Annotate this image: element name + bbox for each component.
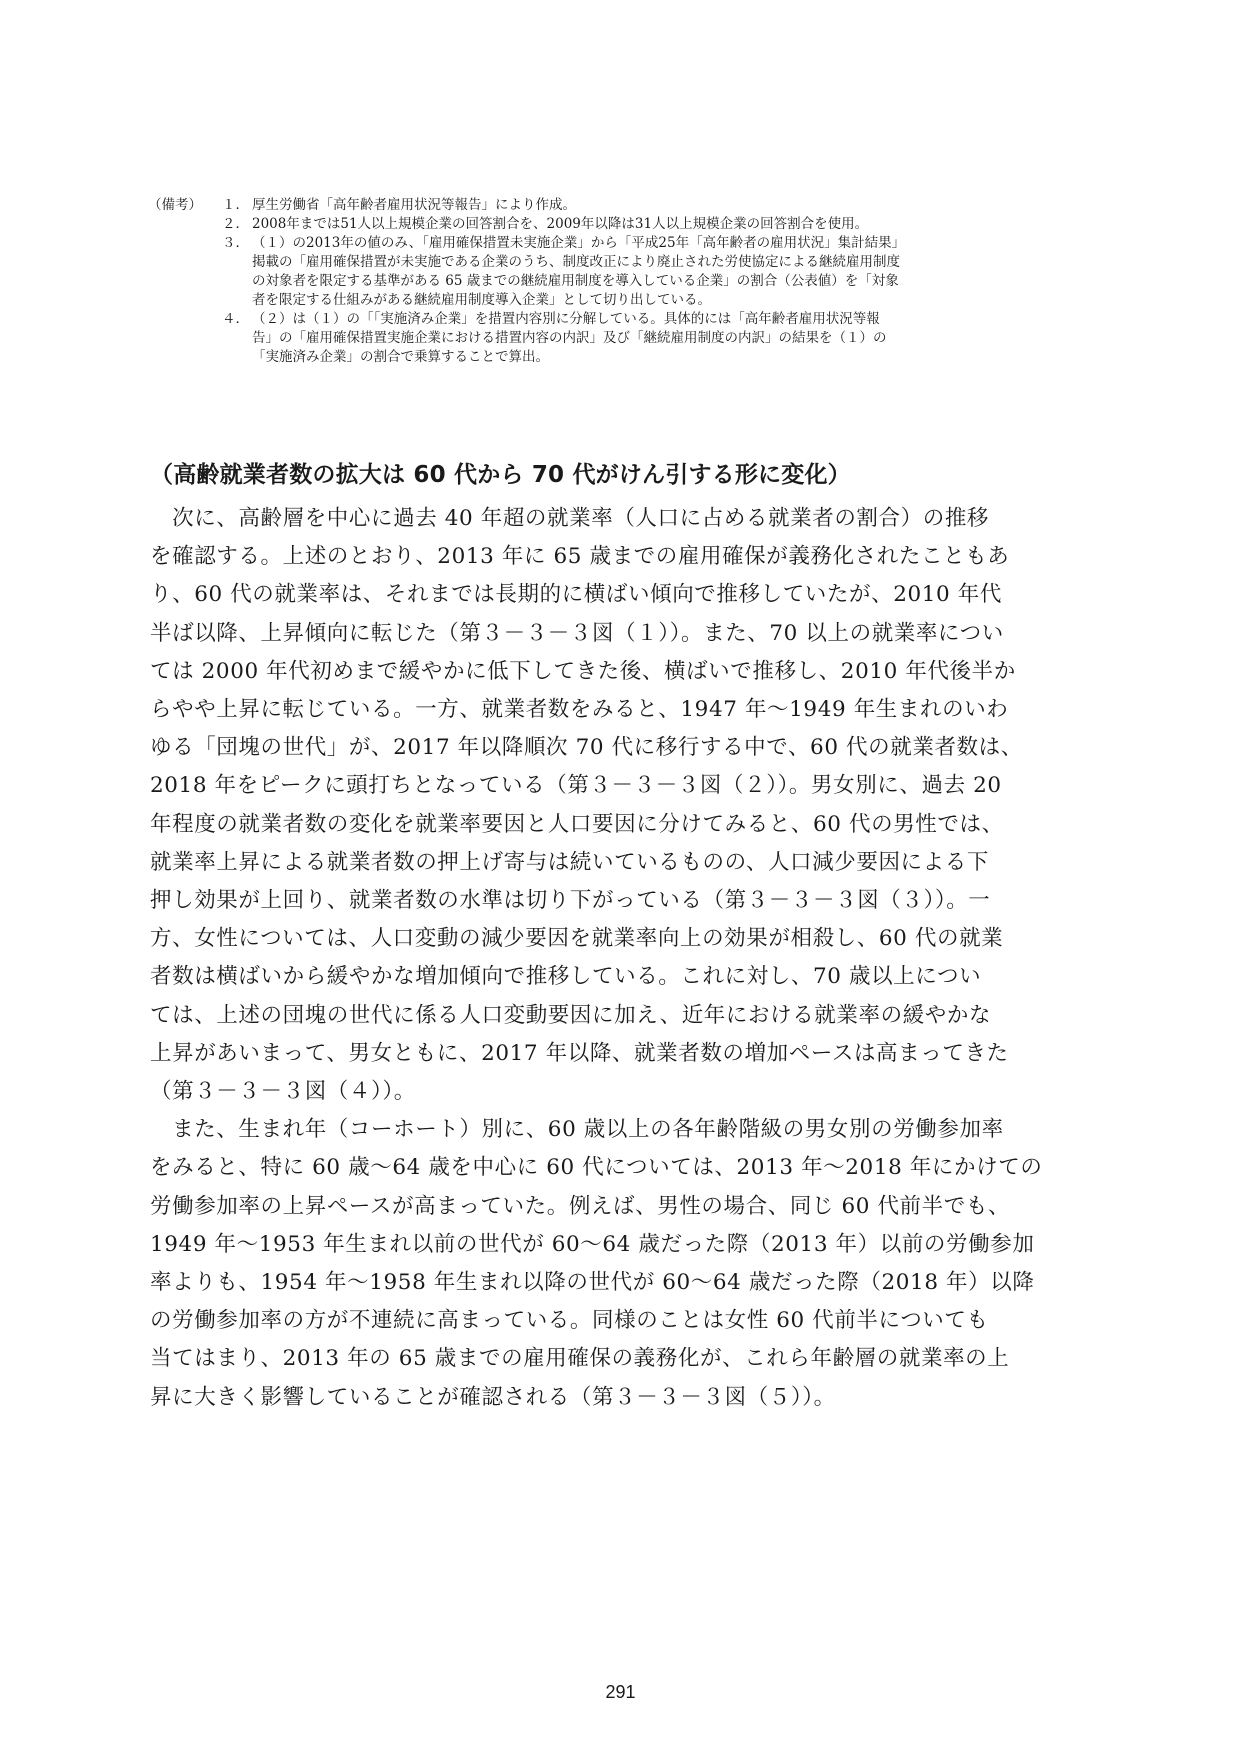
body-line: 上昇があいまって、男女ともに、2017 年以降、就業者数の増加ペースは高まってきた — [150, 1040, 1009, 1066]
body-line: り、60 代の就業率は、それまでは長期的に横ばい傾向で推移していたが、2010 年代 — [150, 582, 1002, 608]
body-line: 次に、高齢層を中心に過去 40 年超の就業率（人口に占める就業者の割合）の推移 — [150, 506, 990, 531]
body-line: ゆる「団塊の世代」が、2017 年以降順次 70 代に移行する中で、60 代の就業者数は、 — [150, 735, 1023, 761]
body-line: 2018 年をピークに頭打ちとなっている（第３－３－３図（２））。男女別に、過去 20 — [150, 773, 1002, 799]
note-line: 厚生労働省「高年齢者雇用状況等報告」により作成。 — [252, 197, 576, 213]
body-line: 当てはまり、2013 年の 65 歳までの雇用確保の義務化が、これら年齢層の就業率の上 — [150, 1346, 1010, 1372]
body-line: 者数は横ばいから緩やかな増加傾向で推移している。これに対し、70 歳以上につい — [150, 964, 982, 990]
note-text — [252, 310, 1088, 367]
note-number: ３． — [222, 235, 249, 251]
note-line: 「実施済み企業」の割合で乗算することで算出。 — [252, 349, 549, 365]
body-line: 労働参加率の上昇ペースが高まっていた。例えば、男性の場合、同じ 60 代前半でも、 — [150, 1193, 1011, 1219]
note-item — [148, 215, 1088, 234]
note-line: の対象者を限定する基準がある 65 歳までの継続雇用制度を導入している企業」の割合（公表値）を「対象 — [252, 273, 899, 289]
body-line: 就業率上昇による就業者数の押上げ寄与は続いているものの、人口減少要因による下 — [150, 849, 989, 875]
note-line: （１）の2013年の値のみ、「雇用確保措置未実施企業」から「平成25年「高年齢者の雇用状況」集計結果」 — [252, 235, 906, 251]
section-heading: （高齢就業者数の拡大は 60 代から 70 代がけん引する形に変化） — [150, 462, 851, 488]
note-number: １． — [222, 197, 249, 213]
body-line: （第３－３－３図（４））。 — [150, 1079, 416, 1105]
note-line: 2008年までは51人以上規模企業の回答割合を、2009年以降は31人以上規模企業の回答割合を使用。 — [252, 216, 869, 232]
body-paragraphs — [150, 500, 1100, 1417]
body-line: ては 2000 年代初めまで緩やかに低下してきた後、横ばいで推移し、2010 年代後半か — [150, 658, 1016, 684]
note-line: 告」の「雇用確保措置実施企業における措置内容の内訳」及び「継続雇用制度の内訳」の結果を（１）の — [252, 330, 887, 346]
note-item — [148, 196, 1088, 215]
note-text — [252, 196, 1088, 215]
body-line: をみると、特に 60 歳～64 歳を中心に 60 代については、2013 年～2018 年にかけての — [150, 1155, 1043, 1181]
body-line: 押し効果が上回り、就業者数の水準は切り下がっている（第３－３－３図（３））。一 — [150, 888, 991, 914]
note-item — [148, 310, 1088, 367]
note-number: ２． — [222, 216, 249, 232]
body-line: 1949 年～1953 年生まれ以前の世代が 60～64 歳だった際（2013 年）以前の労働参加 — [150, 1231, 1035, 1257]
note-text — [252, 234, 1088, 310]
notes-block — [148, 196, 1088, 367]
note-number: ４． — [222, 311, 249, 327]
notes-label: （備考） — [148, 197, 202, 213]
note-line: （２）は（１）の「「実施済み企業」を措置内容別に分解している。具体的には「高年齢者雇用状況等報 — [252, 311, 880, 327]
body-line: 方、女性については、人口変動の減少要因を就業率向上の効果が相殺し、60 代の就業 — [150, 926, 1004, 952]
body-line: ては、上述の団塊の世代に係る人口変動要因に加え、近年における就業率の緩やかな — [150, 1002, 992, 1028]
body-line: の労働参加率の方が不連続に高まっている。同様のことは女性 60 代前半についても — [150, 1308, 989, 1334]
note-text — [252, 215, 1088, 234]
body-line: 年程度の就業者数の変化を就業率要因と人口要因に分けてみると、60 代の男性では、 — [150, 811, 1004, 837]
body-line: 半ば以降、上昇傾向に転じた（第３－３－３図（１））。また、70 以上の就業率につい — [150, 620, 1004, 646]
body-line: 昇に大きく影響していることが確認される（第３－３－３図（５））。 — [150, 1384, 836, 1410]
page-number: 291 — [605, 1682, 636, 1702]
body-line: 率よりも、1954 年～1958 年生まれ以降の世代が 60～64 歳だった際（2018 年）以降 — [150, 1270, 1035, 1296]
note-item — [148, 234, 1088, 310]
body-line: を確認する。上述のとおり、2013 年に 65 歳までの雇用確保が義務化されたこともあ — [150, 544, 1010, 570]
body-line: また、生まれ年（コーホート）別に、60 歳以上の各年齢階級の男女別の労働参加率 — [150, 1117, 1004, 1143]
note-line: 掲載の「雇用確保措置が未実施である企業のうち、制度改正により廃止された労使協定による継続雇用制度 — [252, 254, 900, 270]
note-line: 者を限定する仕組みがある継続雇用制度導入企業」として切り出している。 — [252, 292, 711, 308]
body-line: らやや上昇に転じている。一方、就業者数をみると、1947 年～1949 年生まれのいわ — [150, 697, 1009, 723]
